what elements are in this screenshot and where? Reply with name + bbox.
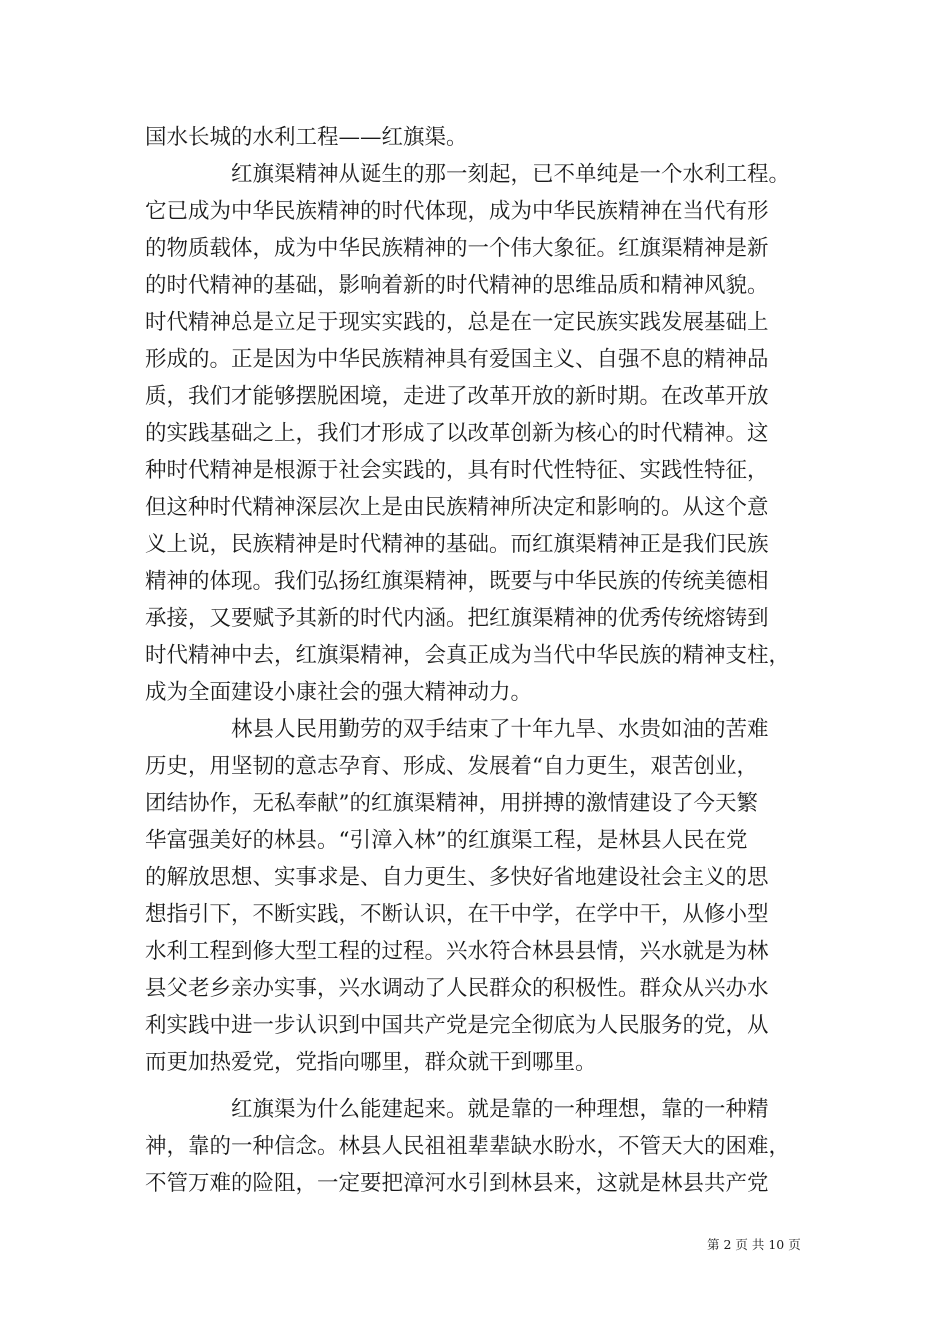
text-line: 而更加热爱党，党指向哪里，群众就干到哪里。 — [145, 1050, 597, 1075]
text-line: 的实践基础之上，我们才形成了以改革创新为核心的时代精神。这 — [145, 421, 769, 446]
text-line: 承接，又要赋予其新的时代内涵。把红旗渠精神的优秀传统熔铸到 — [145, 606, 769, 631]
text-line: 利实践中进一步认识到中国共产党是完全彻底为人民服务的党，从 — [145, 1013, 769, 1038]
text-line: 成为全面建设小康社会的强大精神动力。 — [145, 680, 533, 705]
text-line: 质，我们才能够摆脱困境，走进了改革开放的新时期。在改革开放 — [145, 384, 769, 409]
text-line: 国水长城的水利工程——红旗渠。 — [145, 125, 468, 150]
page-number-footer: 第 2 页 共 10 页 — [707, 1237, 801, 1252]
text-line: 神，靠的一种信念。林县人民祖祖辈辈缺水盼水，不管天大的困难， — [145, 1134, 791, 1159]
text-line: 时代精神中去，红旗渠精神，会真正成为当代中华民族的精神支柱， — [145, 643, 791, 668]
text-line: 时代精神总是立足于现实实践的，总是在一定民族实践发展基础上 — [145, 310, 769, 335]
text-line: 团结协作，无私奉献”的红旗渠精神，用拼搏的激情建设了今天繁 — [145, 791, 758, 816]
text-line: 精神的体现。我们弘扬红旗渠精神，既要与中华民族的传统美德相 — [145, 569, 769, 594]
text-line: 县父老乡亲办实事，兴水调动了人民群众的积极性。群众从兴办水 — [145, 976, 769, 1001]
text-line: 历史，用坚韧的意志孕育、形成、发展着“自力更生，艰苦创业， — [145, 754, 758, 779]
text-line: 的解放思想、实事求是、自力更生、多快好省地建设社会主义的思 — [145, 865, 769, 890]
text-line: 的时代精神的基础，影响着新的时代精神的思维品质和精神风貌。 — [145, 273, 769, 298]
text-line: 它已成为中华民族精神的时代体现，成为中华民族精神在当代有形 — [145, 199, 769, 224]
text-line: 水利工程到修大型工程的过程。兴水符合林县县情，兴水就是为林 — [145, 939, 769, 964]
text-line: 不管万难的险阻，一定要把漳河水引到林县来，这就是林县共产党 — [145, 1171, 769, 1196]
text-line: 想指引下，不断实践，不断认识，在干中学，在学中干，从修小型 — [145, 902, 769, 927]
text-line: 林县人民用勤劳的双手结束了十年九旱、水贵如油的苦难 — [145, 717, 769, 742]
text-line: 红旗渠为什么能建起来。就是靠的一种理想，靠的一种精 — [145, 1097, 769, 1122]
text-line: 红旗渠精神从诞生的那一刻起，已不单纯是一个水利工程。 — [145, 162, 791, 187]
text-line: 种时代精神是根源于社会实践的，具有时代性特征、实践性特征， — [145, 458, 769, 483]
text-line: 华富强美好的林县。“引漳入林”的红旗渠工程，是林县人民在党 — [145, 828, 748, 853]
text-line: 的物质载体，成为中华民族精神的一个伟大象征。红旗渠精神是新 — [145, 236, 769, 261]
text-line: 形成的。正是因为中华民族精神具有爱国主义、自强不息的精神品 — [145, 347, 769, 372]
text-line: 但这种时代精神深层次上是由民族精神所决定和影响的。从这个意 — [145, 495, 769, 520]
text-line: 义上说，民族精神是时代精神的基础。而红旗渠精神正是我们民族 — [145, 532, 769, 557]
